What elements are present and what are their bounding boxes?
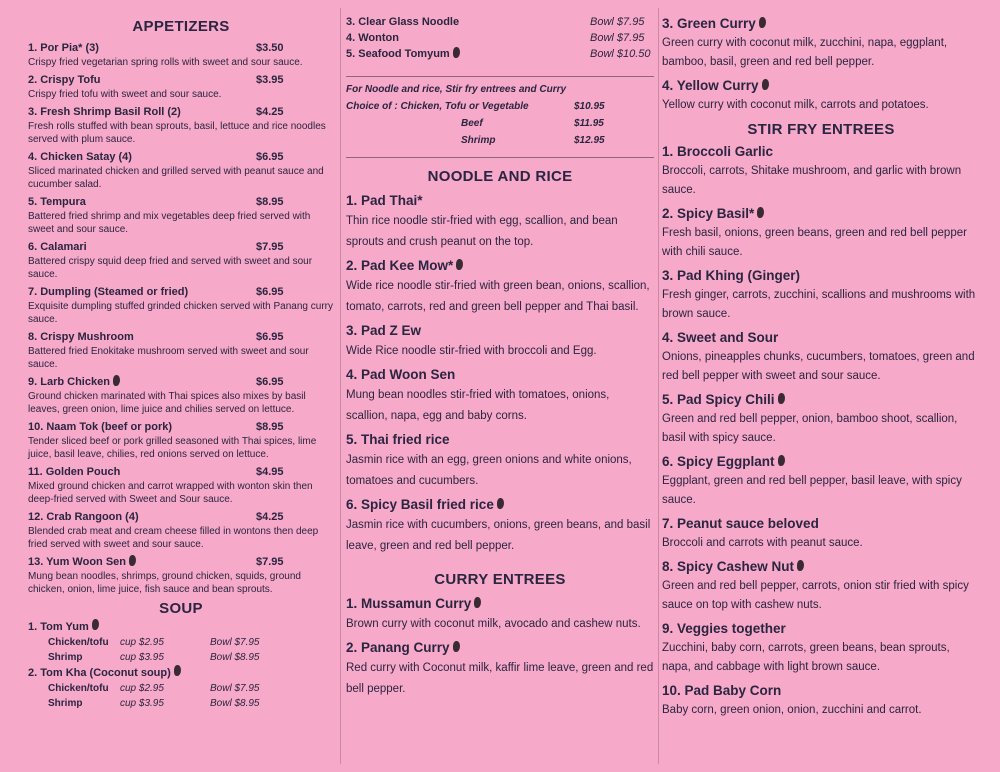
soup-item-name: 5. Seafood Tomyum (346, 48, 450, 60)
menu-item (662, 681, 980, 720)
menu-item-description: Eggplant, green and red bell pepper, basil leave, with spicy sauce. (662, 475, 962, 506)
menu-item-description: Battered fried shrimp and mix vegetables deep fried served with sweet and sour sauce. (28, 211, 311, 235)
soup-price-row (28, 681, 334, 696)
menu-item-header (662, 557, 980, 577)
menu-item-name: 10. Pad Baby Corn (662, 683, 782, 698)
menu-item-header (28, 195, 334, 210)
stirfry-list (662, 142, 980, 720)
chili-pepper-icon (92, 619, 99, 630)
menu-item-header (28, 420, 334, 435)
soup-item-header (346, 30, 654, 46)
menu-item-name: 9. Veggies together (662, 621, 786, 636)
menu-item (28, 375, 334, 416)
menu-item-price: $4.25 (256, 511, 284, 523)
menu-item-price: $7.95 (256, 556, 284, 568)
soup-item-name-wrap (346, 30, 590, 46)
menu-item-name-wrap (28, 105, 256, 120)
soup-bowl-price: Bowl $8.95 (210, 652, 260, 663)
menu-item-description: Brown curry with coconut milk, avocado and cashew nuts. (346, 618, 641, 630)
menu-item-price: $6.95 (256, 151, 284, 163)
pricing-row (346, 132, 654, 149)
chili-pepper-icon (762, 79, 769, 90)
menu-item-name: 4. Yellow Curry (662, 78, 759, 93)
menu-item-name: 1. Pad Thai* (346, 193, 423, 208)
menu-item-header (662, 14, 980, 34)
menu-item-name: 7. Dumpling (Steamed or fried) (28, 286, 189, 298)
menu-item-name: 6. Calamari (28, 241, 87, 253)
menu-item-name-wrap (28, 73, 256, 88)
soup-protein: Chicken/tofu (48, 683, 109, 694)
menu-item (28, 330, 334, 371)
appetizer-list (28, 41, 334, 596)
menu-item-header (662, 681, 980, 701)
menu-item-price: $7.95 (256, 241, 284, 253)
menu-item-description: Mung bean noodles, shrimps, ground chicken, squids, ground chicken, onion, lime juice, fish sauce and bean sprouts. (28, 571, 301, 595)
menu-item (662, 557, 980, 615)
chili-pepper-icon (174, 665, 181, 676)
soup-item-name-wrap (346, 46, 590, 62)
menu-item-name: 4. Pad Woon Sen (346, 367, 456, 382)
menu-item-header (28, 330, 334, 345)
soup-item-name-wrap (346, 14, 590, 30)
soup-cup-price: cup $3.95 (120, 652, 164, 663)
menu-item-price: $6.95 (256, 331, 284, 343)
menu-item-description: Exquisite dumpling stuffed grinded chicken served with Panang curry sauce. (28, 301, 333, 325)
menu-item-description: Broccoli and carrots with peanut sauce. (662, 537, 863, 549)
soup-price-row (28, 696, 334, 711)
menu-item-name: 12. Crab Rangoon (4) (28, 511, 139, 523)
soup-bowl-price: Bowl $7.95 (210, 683, 260, 694)
menu-item-header (28, 73, 334, 88)
menu-item (28, 240, 334, 281)
menu-item-name: 3. Green Curry (662, 16, 756, 31)
soup-price-row (28, 635, 334, 650)
menu-item-header (28, 105, 334, 120)
menu-item-header (28, 240, 334, 255)
appetizers-heading: APPETIZERS (132, 18, 230, 35)
menu-item-price: $8.95 (256, 196, 284, 208)
menu-item (662, 514, 980, 553)
chili-pepper-icon (797, 560, 804, 571)
menu-item (28, 73, 334, 101)
menu-item-header (346, 365, 654, 385)
menu-item (346, 495, 654, 557)
menu-item-name: 1. Por Pia* (3) (28, 42, 99, 54)
soup-item-name: 4. Wonton (346, 32, 399, 44)
menu-item-name: 7. Peanut sauce beloved (662, 516, 819, 531)
menu-item (346, 191, 654, 253)
menu-item (346, 321, 654, 362)
soup-heading: SOUP (159, 600, 203, 617)
menu-item-name-wrap (28, 510, 256, 525)
menu-item-header (346, 430, 654, 450)
menu-item-description: Blended crab meat and cream cheese filled in wontons then deep fried served with sweet and sour sauce. (28, 526, 319, 550)
menu-item-name: 3. Pad Z Ew (346, 323, 422, 338)
menu-item-name-wrap (28, 195, 256, 210)
menu-item-name-wrap (28, 375, 256, 390)
menu-item (28, 41, 334, 69)
menu-item (28, 510, 334, 551)
soup-list (28, 619, 334, 711)
soup-item (28, 665, 334, 711)
menu-item (28, 195, 334, 236)
menu-item-header (662, 328, 980, 348)
menu-item-name: 9. Larb Chicken (28, 376, 110, 388)
menu-item-header (346, 321, 654, 341)
menu-item-description: Crispy fried vegetarian spring rolls with sweet and sour sauce. (28, 57, 303, 68)
menu-column-middle (340, 0, 658, 772)
chili-pepper-icon (757, 207, 764, 218)
menu-item-name: 11. Golden Pouch (28, 466, 121, 478)
menu-item (28, 105, 334, 146)
pricing-note-intro: For Noodle and rice, Stir fry entrees and Curry (346, 84, 567, 95)
soup-item (28, 619, 334, 665)
pricing-price: $10.95 (574, 101, 605, 112)
chili-pepper-icon (113, 375, 120, 386)
menu-item-name-wrap (28, 555, 256, 570)
menu-item-name-wrap (28, 285, 256, 300)
menu-item-name-wrap (28, 240, 256, 255)
soup-item (346, 14, 654, 30)
menu-item (28, 555, 334, 596)
menu-item-name: 5. Tempura (28, 196, 86, 208)
menu-item-description: Fresh ginger, carrots, zucchini, scallions and mushrooms with brown sauce. (662, 289, 976, 320)
menu-item-name: 10. Naam Tok (beef or pork) (28, 421, 173, 433)
menu-item-description: Mixed ground chicken and carrot wrapped with wonton skin then deep-fried served with Sweet and Sour sauce. (28, 481, 313, 505)
menu-item (662, 266, 980, 324)
curry-list (346, 594, 654, 700)
soup-item-header (346, 46, 654, 62)
menu-item-header (662, 514, 980, 534)
menu-column-right (658, 0, 1000, 772)
menu-item-name: 2. Crispy Tofu (28, 74, 101, 86)
pricing-label: Choice of : Chicken, Tofu or Vegetable (346, 101, 529, 112)
chili-pepper-icon (453, 47, 460, 58)
menu-item-description: Mung bean noodles stir-fried with tomatoes, onions, scallion, napa, egg and baby corns. (346, 389, 610, 422)
menu-item-header (662, 266, 980, 286)
note-divider (346, 157, 654, 158)
menu-item-description: Jasmin rice with an egg, green onions and white onions, tomatoes and cucumbers. (346, 454, 632, 487)
menu-item-name: 2. Pad Kee Mow* (346, 258, 454, 273)
soup-bowl-price: Bowl $7.95 (210, 637, 260, 648)
menu-item-name-wrap (28, 150, 256, 165)
menu-item (28, 150, 334, 191)
menu-item-description: Wide rice noodle stir-fried with green bean, onions, scallion, tomato, carrots, red and green bell pepper and Thai basil. (346, 280, 650, 313)
menu-item (662, 390, 980, 448)
soup-item-name: 1. Tom Yum (28, 621, 89, 633)
menu-item-name: 13. Yum Woon Sen (28, 556, 127, 568)
menu-item (28, 465, 334, 506)
menu-item-price: $8.95 (256, 421, 284, 433)
menu-item-header (346, 594, 654, 614)
chili-pepper-icon (456, 259, 463, 270)
pricing-row (346, 115, 654, 132)
menu-item-name: 8. Spicy Cashew Nut (662, 559, 795, 574)
pricing-label: Beef (461, 118, 483, 129)
menu-item-name: 4. Sweet and Sour (662, 330, 779, 345)
menu-item-description: Battered crispy squid deep fried and served with sweet and sour sauce. (28, 256, 313, 280)
menu-item-description: Jasmin rice with cucumbers, onions, green beans, and basil leave, green and red bell pepper. (346, 519, 651, 552)
soup-protein: Shrimp (48, 652, 83, 663)
pricing-note-rows (346, 98, 654, 149)
pricing-note (346, 76, 654, 149)
menu-item-header (346, 256, 654, 276)
pricing-price: $12.95 (574, 135, 605, 146)
menu-item-description: Sliced marinated chicken and grilled served with peanut sauce and cucumber salad. (28, 166, 324, 190)
menu-item-name: 2. Spicy Basil* (662, 206, 755, 221)
menu-item-name-wrap (28, 420, 256, 435)
menu-item-header (662, 142, 980, 162)
menu-item (346, 256, 654, 318)
soup-protein: Shrimp (48, 698, 83, 709)
soup-bowl-price: Bowl $8.95 (210, 698, 260, 709)
chili-pepper-icon (453, 641, 460, 652)
soup-item-name: 2. Tom Kha (Coconut soup) (28, 667, 171, 679)
soup-bowl-price: Bowl $10.50 (590, 48, 651, 60)
menu-item-description: Yellow curry with coconut milk, carrots and potatoes. (662, 99, 929, 111)
menu-item (662, 14, 980, 72)
menu-item-name: 6. Spicy Eggplant (662, 454, 775, 469)
menu-item-header (28, 465, 334, 480)
soup-bowl-price: Bowl $7.95 (590, 32, 645, 44)
chili-pepper-icon (778, 455, 785, 466)
menu-item-name-wrap (28, 330, 256, 345)
menu-item-description: Zucchini, baby corn, carrots, green beans, bean sprouts, napa, and cabbage with light brown sauce. (662, 642, 950, 673)
soup-item (346, 30, 654, 46)
menu-item-description: Fresh basil, onions, green beans, green and red bell pepper with chili sauce. (662, 227, 967, 258)
menu-item (346, 430, 654, 492)
menu-item-description: Onions, pineapples chunks, cucumbers, tomatoes, green and red bell pepper with sweet and sour sauce. (662, 351, 975, 382)
chili-pepper-icon (497, 498, 504, 509)
menu-item (346, 594, 654, 635)
noodle-heading: NOODLE AND RICE (427, 168, 573, 185)
menu-item-name: 1. Broccoli Garlic (662, 144, 774, 159)
menu-item-header (346, 191, 654, 211)
menu-item-description: Ground chicken marinated with Thai spices also mixes by basil leaves, green onion, lime juice and chilies served on lettuce. (28, 391, 306, 415)
menu-item-description: Red curry with Coconut milk, kaffir lime leave, green and red bell pepper. (346, 662, 654, 695)
chili-pepper-icon (778, 393, 785, 404)
menu-item-header (662, 390, 980, 410)
menu-item-header (28, 285, 334, 300)
menu-item (662, 142, 980, 200)
pricing-label: Shrimp (461, 135, 496, 146)
menu-item-name: 5. Pad Spicy Chili (662, 392, 775, 407)
curry-heading: CURRY ENTREES (434, 571, 566, 588)
menu-item-price: $6.95 (256, 376, 284, 388)
menu-item-header (28, 510, 334, 525)
menu-item (28, 285, 334, 326)
menu-item-description: Thin rice noodle stir-fried with egg, scallion, and bean sprouts and crush peanut on the top. (346, 215, 618, 248)
menu-item-description: Wide Rice noodle stir-fried with broccoli and Egg. (346, 345, 597, 357)
noodle-list (346, 191, 654, 557)
menu-item-header (662, 204, 980, 224)
soup-protein: Chicken/tofu (48, 637, 109, 648)
menu-item-description: Tender sliced beef or pork grilled seasoned with Thai spices, lime juice, basil leave, chilies, red onions served on lettuce. (28, 436, 317, 460)
menu-item-name: 2. Panang Curry (346, 640, 450, 655)
soup-cup-price: cup $3.95 (120, 698, 164, 709)
menu-item-name-wrap (28, 465, 256, 480)
menu-item-name: 4. Chicken Satay (4) (28, 151, 132, 163)
menu-item (662, 204, 980, 262)
menu-item-name: 3. Fresh Shrimp Basil Roll (2) (28, 106, 181, 118)
soup-item-header (346, 14, 654, 30)
menu-item-description: Broccoli, carrots, Shitake mushroom, and garlic with brown sauce. (662, 165, 962, 196)
menu-item (662, 619, 980, 677)
soup-continued-list (346, 14, 654, 62)
menu-item (662, 328, 980, 386)
pricing-price: $11.95 (574, 118, 604, 129)
menu-item-header (662, 619, 980, 639)
menu-column-left (0, 0, 340, 772)
menu-item-header (28, 41, 334, 56)
menu-item-description: Baby corn, green onion, onion, zucchini and carrot. (662, 704, 922, 716)
soup-item-header (28, 665, 334, 681)
menu-item-price: $3.50 (256, 42, 284, 54)
soup-bowl-price: Bowl $7.95 (590, 16, 645, 28)
soup-cup-price: cup $2.95 (120, 637, 164, 648)
menu-item-name: 3. Pad Khing (Ginger) (662, 268, 801, 283)
pricing-row (346, 98, 654, 115)
menu-item-header (28, 555, 334, 570)
chili-pepper-icon (759, 17, 766, 28)
soup-price-row (28, 650, 334, 665)
menu-item (662, 452, 980, 510)
menu-item-price: $6.95 (256, 286, 284, 298)
menu-item-name: 8. Crispy Mushroom (28, 331, 134, 343)
menu-item-header (346, 495, 654, 515)
curry-list-continued (662, 14, 980, 115)
menu-item-name-wrap (28, 41, 256, 56)
menu-item-header (346, 638, 654, 658)
menu-item-price: $3.95 (256, 74, 284, 86)
menu-item-price: $4.25 (256, 106, 284, 118)
menu-item-description: Battered fried Enokitake mushroom served with sweet and sour sauce. (28, 346, 309, 370)
menu-item (346, 638, 654, 700)
menu-item (346, 365, 654, 427)
menu-item-description: Green curry with coconut milk, zucchini, napa, eggplant, bamboo, basil, green and red bell pepper. (662, 37, 948, 68)
menu-item-header (662, 76, 980, 96)
soup-item (346, 46, 654, 62)
menu-item-description: Fresh rolls stuffed with bean sprouts, basil, lettuce and rice noodles served with plum sauce. (28, 121, 326, 145)
menu-item-description: Crispy fried tofu with sweet and sour sauce. (28, 89, 222, 100)
soup-item-name: 3. Clear Glass Noodle (346, 16, 460, 28)
menu-item-header (28, 375, 334, 390)
menu-item-name: 6. Spicy Basil fried rice (346, 497, 494, 512)
menu-item-price: $4.95 (256, 466, 284, 478)
menu-item-description: Green and red bell pepper, onion, bamboo shoot, scallion, basil with spicy sauce. (662, 413, 958, 444)
menu-item (28, 420, 334, 461)
menu-item-header (662, 452, 980, 472)
stirfry-heading: STIR FRY ENTREES (747, 121, 895, 138)
chili-pepper-icon (474, 597, 481, 608)
menu-item-description: Green and red bell pepper, carrots, onion stir fried with spicy sauce on top with cashew nuts. (662, 580, 969, 611)
menu-item-name: 1. Mussamun Curry (346, 596, 472, 611)
menu-item-header (28, 150, 334, 165)
soup-item-header (28, 619, 334, 635)
chili-pepper-icon (129, 555, 136, 566)
soup-cup-price: cup $2.95 (120, 683, 164, 694)
menu-item (662, 76, 980, 115)
menu-item-name: 5. Thai fried rice (346, 432, 450, 447)
